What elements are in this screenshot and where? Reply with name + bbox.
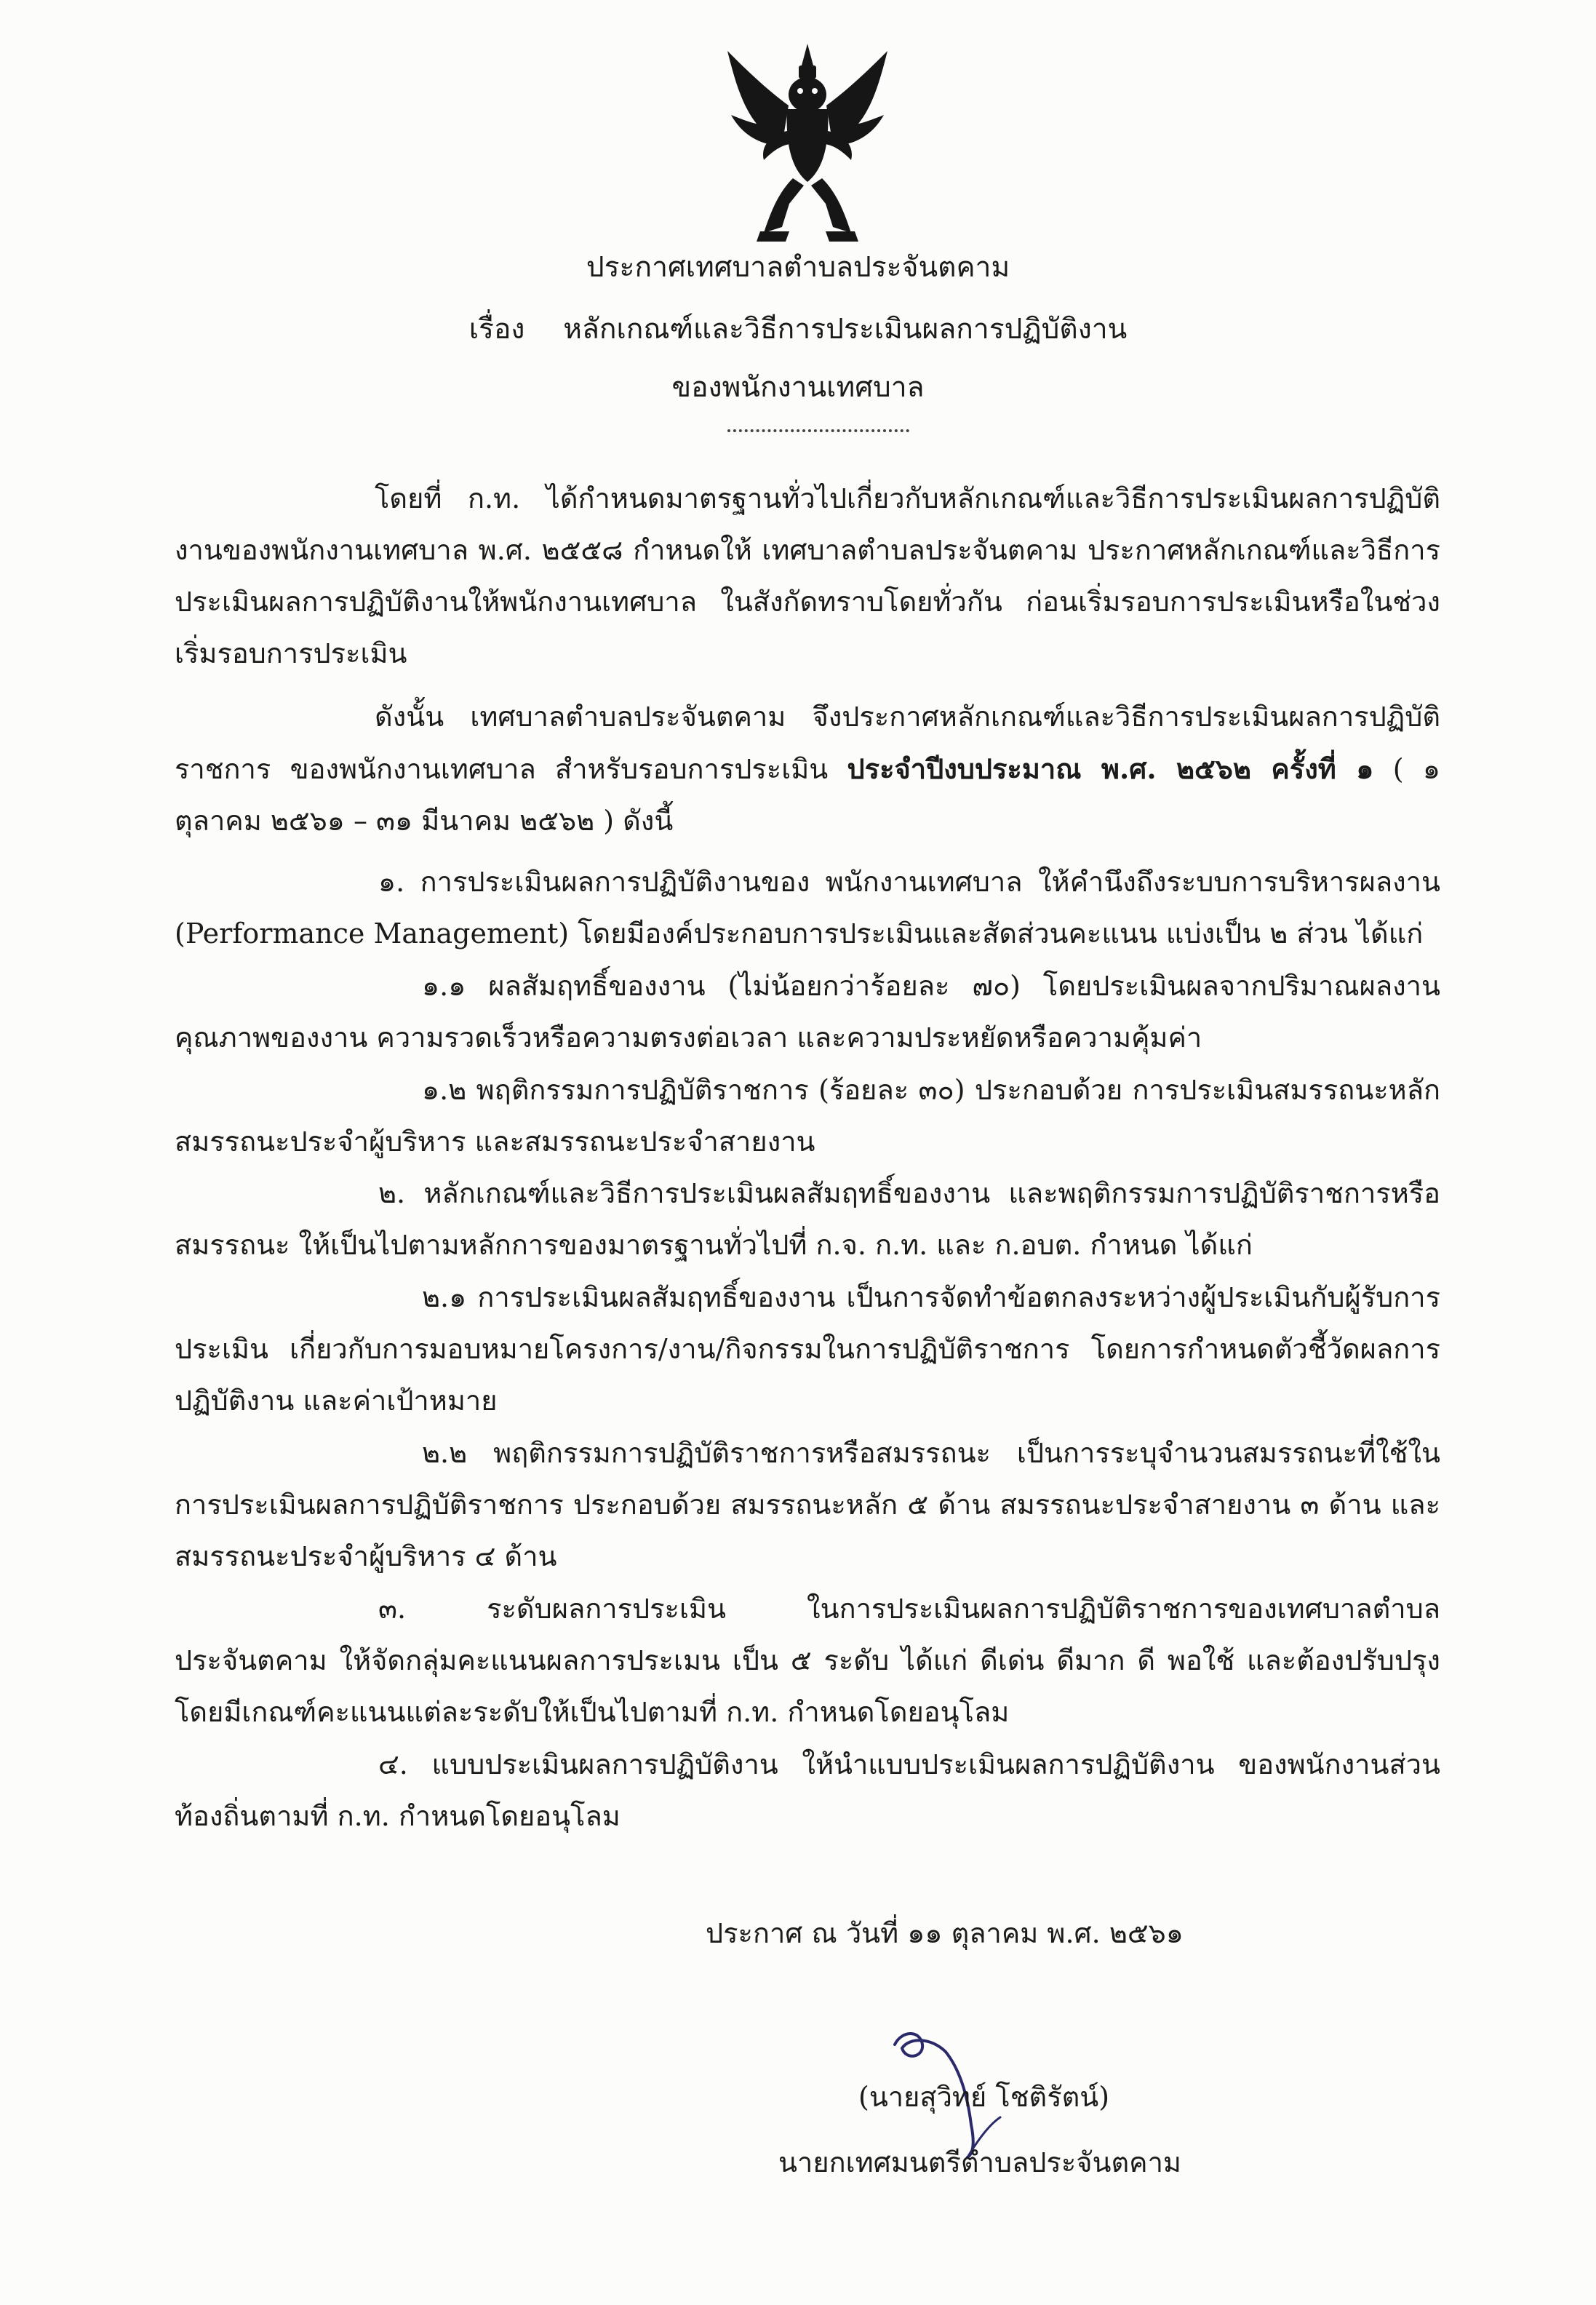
item-2-1: ๒.๑ การประเมินผลสัมฤทธิ์ของงาน เป็นการจัดทำข้อตกลงระหว่างผู้ประเมินกับผู้รับการประเมิน เกี่ยวกับการมอบหมายโครงการ/งาน/กิจกรรมในการปฏิบัติราชการ โดยการกำหนดตัวชี้วัดผลการปฏิบัติงาน และค่าเป้าหมาย: [175, 1281, 1440, 1417]
item-1: ๑. การประเมินผลการปฏิบัติงานของ พนักงานเทศบาล ให้คำนึงถึงระบบการบริหารผลงาน (Performance Management) โดยมีองค์ประกอบการประเมินและสัดส่วนคะแนน แบ่งเป็น ๒ ส่วน ได้แก่: [175, 866, 1440, 950]
subject-label: เรื่อง: [468, 313, 525, 346]
signer-title: นายกเทศมนตรีตำบลประจันตคาม: [778, 2146, 1181, 2178]
item-3: ๓. ระดับผลการประเมิน ในการประเมินผลการปฏิบัติราชการของเทศบาลตำบลประจันตคาม ให้จัดกลุ่มคะแนนผลการประเมน เป็น ๕ ระดับ ได้แก่ ดีเด่น ดีมาก ดี พอใช้ และต้องปรับปรุง โดยมีเกณฑ์คะแนนแต่ละระดับให้เป็นไปตามที่ ก.ท. กำหนดโดยอนุโลม: [175, 1593, 1440, 1728]
therefore-date-range: ( ๑ ตุลาคม ๒๕๖๑ – ๓๑ มีนาคม ๒๕๖๒ ) ดังนี้: [175, 753, 1440, 837]
therefore-bold-text: ประจำปีงบประมาณ พ.ศ. ๒๕๖๒ ครั้งที่ ๑: [847, 752, 1374, 785]
subject-text-line2: ของพนักงานเทศบาล: [671, 371, 925, 404]
item-2-2: ๒.๒ พฤติกรรมการปฏิบัติราชการหรือสมรรถนะ เป็นการระบุจำนวนสมรรถนะที่ใช้ในการประเมินผลการปฏิบัติราชการ ประกอบด้วย สมรรถนะหลัก ๕ ด้าน สมรรถนะประจำสายงาน ๓ ด้าน และสมรรถนะประจำผู้บริหาร ๔ ด้าน: [175, 1437, 1440, 1572]
subject-line: [0, 313, 1596, 347]
subject-text: หลักเกณฑ์และวิธีการประเมินผลการปฏิบัติงาน: [563, 313, 1128, 346]
dotted-divider: [727, 429, 909, 432]
therefore-text: ดังนั้น เทศบาลตำบลประจันตคาม จึงประกาศหลักเกณฑ์และวิธีการประเมินผลการปฏิบัติราชการ ของพนักงานเทศบาล สำหรับรอบการประเมิน: [175, 701, 1440, 785]
item-1-2: ๑.๒ พฤติกรรมการปฏิบัติราชการ (ร้อยละ ๓๐) ประกอบด้วย การประเมินสมรรถนะหลักสมรรถนะประจำผู้บริหาร และสมรรถนะประจำสายงาน: [175, 1074, 1440, 1158]
item-2: ๒. หลักเกณฑ์และวิธีการประเมินผลสัมฤทธิ์ของงาน และพฤติกรรมการปฏิบัติราชการหรือสมรรถนะ ให้เป็นไปตามหลักการของมาตรฐานทั่วไปที่ ก.จ. ก.ท. และ ก.อบต. กำหนด ได้แก่: [175, 1177, 1440, 1261]
announcement-title: ประกาศเทศบาลตำบลประจันตคาม: [586, 251, 1010, 284]
item-4: ๔. แบบประเมินผลการปฏิบัติงาน ให้นำแบบประเมินผลการปฏิบัติงาน ของพนักงานส่วนท้องถิ่นตามที่ ก.ท. กำหนดโดยอนุโลม: [175, 1748, 1440, 1832]
item-1-1: ๑.๑ ผลสัมฤทธิ์ของงาน (ไม่น้อยกว่าร้อยละ ๗๐) โดยประเมินผลจากปริมาณผลงาน คุณภาพของงาน ความรวดเร็วหรือความตรงต่อเวลา และความประหยัดหรือความคุ้มค่า: [175, 970, 1440, 1054]
intro-paragraph: โดยที่ ก.ท. ได้กำหนดมาตรฐานทั่วไปเกี่ยวกับหลักเกณฑ์และวิธีการประเมินผลการปฏิบัติงานของพนักงานเทศบาล พ.ศ. ๒๕๕๘ กำหนดให้ เทศบาลตำบลประจันตคาม ประกาศหลักเกณฑ์และวิธีการประเมินผลการปฏิบัติงานให้พนักงานเทศบาล ในสังกัดทราบโดยทั่วกัน ก่อนเริ่มรอบการประเมินหรือในช่วงเริ่มรอบการประเมิน: [175, 482, 1440, 669]
announcement-date: ประกาศ ณ วันที่ ๑๑ ตุลาคม พ.ศ. ๒๕๖๑: [706, 1917, 1184, 1949]
garuda-emblem-icon: [720, 36, 895, 255]
therefore-paragraph: [175, 691, 1440, 847]
signer-name: (นายสุวิทย์ โชติรัตน์): [858, 2081, 1110, 2113]
